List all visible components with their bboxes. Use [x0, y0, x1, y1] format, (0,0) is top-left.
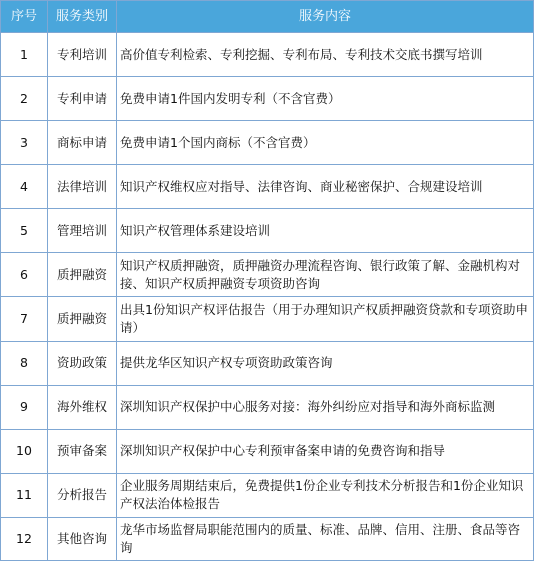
- table-body: [1, 33, 534, 561]
- table-row: [1, 385, 534, 429]
- table-row: [1, 33, 534, 77]
- row-content: 出具1份知识产权评估报告（用于办理知识产权质押融资贷款和专项资助申请）: [117, 297, 534, 341]
- row-number: 7: [1, 297, 48, 341]
- row-category: 资助政策: [48, 341, 117, 385]
- row-content: 提供龙华区知识产权专项资助政策咨询: [117, 341, 534, 385]
- row-content: 免费申请1件国内发明专利（不含官费）: [117, 77, 534, 121]
- row-content: 深圳知识产权保护中心专利预审备案申请的免费咨询和指导: [117, 429, 534, 473]
- row-category: 质押融资: [48, 253, 117, 297]
- row-content: 高价值专利检索、专利挖掘、专利布局、专利技术交底书撰写培训: [117, 33, 534, 77]
- row-category: 管理培训: [48, 209, 117, 253]
- header-content: 服务内容: [117, 1, 534, 33]
- table-row: [1, 209, 534, 253]
- table-header: [1, 1, 534, 33]
- row-category: 质押融资: [48, 297, 117, 341]
- row-number: 12: [1, 517, 48, 560]
- row-number: 6: [1, 253, 48, 297]
- row-content: 知识产权管理体系建设培训: [117, 209, 534, 253]
- table-row: [1, 473, 534, 517]
- table-row: [1, 341, 534, 385]
- row-content: 知识产权维权应对指导、法律咨询、商业秘密保护、合规建设培训: [117, 165, 534, 209]
- row-number: 3: [1, 121, 48, 165]
- table-row: [1, 165, 534, 209]
- table-row: [1, 121, 534, 165]
- row-number: 1: [1, 33, 48, 77]
- header-no: 序号: [1, 1, 48, 33]
- row-category: 商标申请: [48, 121, 117, 165]
- row-category: 分析报告: [48, 473, 117, 517]
- row-content: 免费申请1个国内商标（不含官费）: [117, 121, 534, 165]
- row-category: 专利培训: [48, 33, 117, 77]
- header-category: 服务类别: [48, 1, 117, 33]
- row-content: 企业服务周期结束后，免费提供1份企业专利技术分析报告和1份企业知识产权法治体检报告: [117, 473, 534, 517]
- row-number: 9: [1, 385, 48, 429]
- row-content: 知识产权质押融资，质押融资办理流程咨询、银行政策了解、金融机构对接、知识产权质押融资专项资助咨询: [117, 253, 534, 297]
- row-content: 深圳知识产权保护中心服务对接：海外纠纷应对指导和海外商标监测: [117, 385, 534, 429]
- table-row: [1, 253, 534, 297]
- row-category: 预审备案: [48, 429, 117, 473]
- table-row: [1, 77, 534, 121]
- row-number: 10: [1, 429, 48, 473]
- row-number: 4: [1, 165, 48, 209]
- row-category: 专利申请: [48, 77, 117, 121]
- row-number: 11: [1, 473, 48, 517]
- table-row: [1, 517, 534, 560]
- row-number: 8: [1, 341, 48, 385]
- row-number: 5: [1, 209, 48, 253]
- row-category: 海外维权: [48, 385, 117, 429]
- row-category: 法律培训: [48, 165, 117, 209]
- header-row: [1, 1, 534, 33]
- row-number: 2: [1, 77, 48, 121]
- table-row: [1, 429, 534, 473]
- row-category: 其他咨询: [48, 517, 117, 560]
- row-content: 龙华市场监督局职能范围内的质量、标准、品牌、信用、注册、食品等咨询: [117, 517, 534, 560]
- table-row: [1, 297, 534, 341]
